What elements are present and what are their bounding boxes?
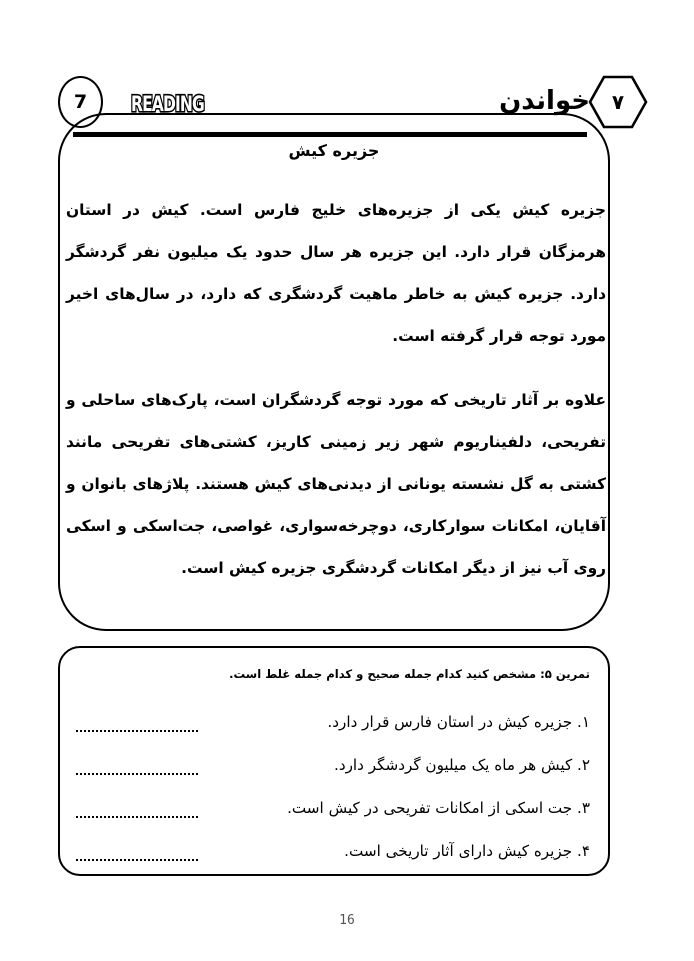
exercise-list [60, 700, 608, 872]
reading-passage-box [58, 113, 610, 631]
section-label-persian: خواندن [499, 86, 590, 116]
chapter-number-hexagon [588, 75, 648, 129]
exercise-item-text: ۳. جت اسکی از امکانات تفریحی در کیش است. [287, 798, 590, 817]
exercise-item [60, 786, 608, 829]
exercise-item [60, 829, 608, 872]
reading-paragraph: جزیره کیش یکی از جزیره‌های خلیج فارس است. کیش در استان هرمزگان قرار دارد. این جزیره هر سال حدود یک میلیون نفر گردشگر دارد. جزیره کیش به خاطر ماهیت گردشگری که دارد، در سال‌های اخیر مورد توجه قرار گرفته است. [66, 201, 606, 345]
reading-paragraph: علاوه بر آثار تاریخی که مورد توجه گردشگران است، پارک‌های ساحلی و تفریحی، دلفیناریوم شهر زیر زمینی کاریز، کشتی‌های تفریحی مانند کشتی به گل نشسته یونانی از دیدنی‌های کیش هستند. پلاژهای بانوان و آقایان، امکانات سوارکاری، دوچرخه‌سواری، غواصی، جت‌اسکی و اسکی روی آب نیز از دیگر امکانات گردشگری جزیره کیش است. [66, 391, 606, 577]
exercise-instruction: تمرین ۵: مشخص کنید کدام جمله صحیح و کدام جمله غلط است. [229, 667, 590, 681]
exercise-item-text: ۲. کیش هر ماه یک میلیون گردشگر دارد. [334, 755, 590, 774]
exercise-answer-blank[interactable] [76, 773, 198, 775]
exercise-item [60, 700, 608, 743]
section-label-english: READING [131, 92, 204, 116]
exercise-answer-blank[interactable] [76, 859, 198, 861]
reading-passage-title: جزیره کیش [288, 141, 380, 160]
chapter-number-latin: 7 [73, 90, 88, 113]
exercise-item-text: ۱. جزیره کیش در استان فارس قرار دارد. [327, 712, 590, 731]
page-number: 16 [339, 913, 355, 928]
exercise-answer-blank[interactable] [76, 730, 198, 732]
reading-passage-body [58, 189, 614, 589]
exercise-box [58, 646, 610, 876]
page-header [0, 36, 694, 116]
exercise-item-text: ۴. جزیره کیش دارای آثار تاریخی است. [344, 841, 590, 860]
chapter-number-persian: ۷ [611, 90, 625, 114]
exercise-item [60, 743, 608, 786]
exercise-answer-blank[interactable] [76, 816, 198, 818]
